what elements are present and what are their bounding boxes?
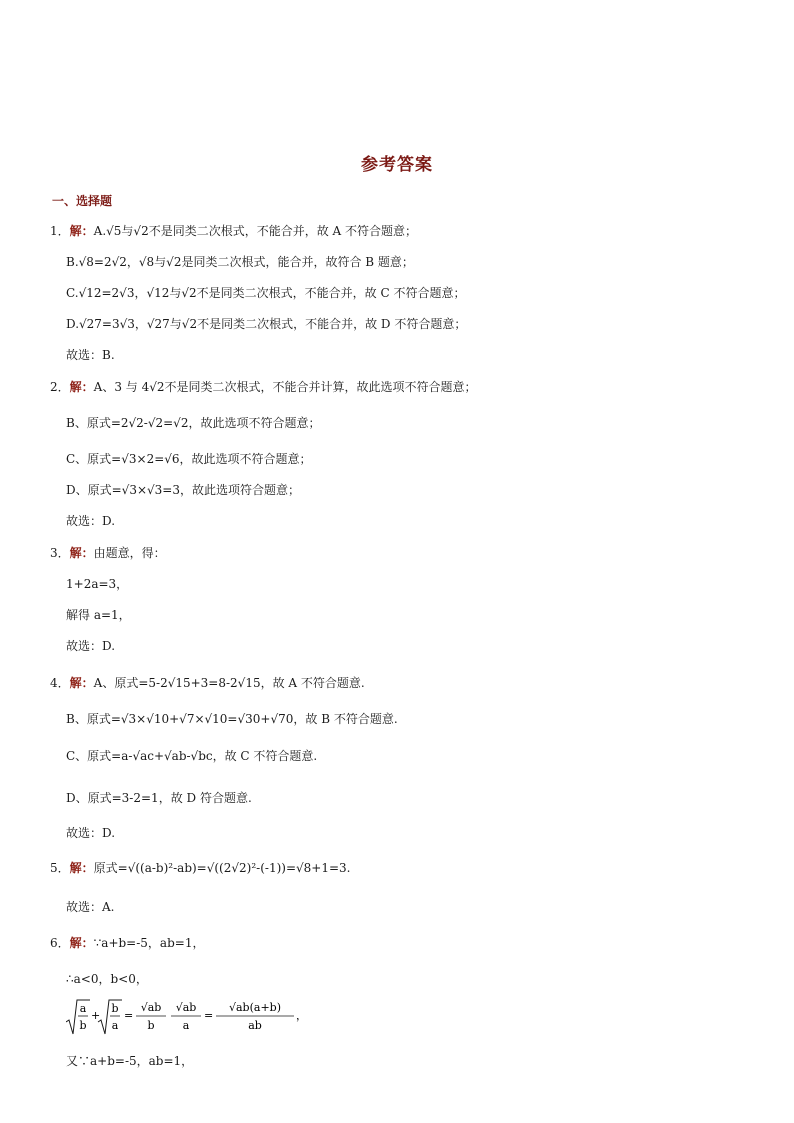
t1-den: b	[79, 1019, 87, 1032]
q1-number: 1．	[50, 224, 70, 238]
q1-line-c: C.√12=2√3，√12与√2不是同类二次根式，不能合并，故 C 不符合题意；	[66, 286, 466, 300]
q5-line-a: 原式=√((a-b)²-ab)=√((2√2)²-(-1))=√8+1=3.	[93, 861, 351, 875]
q2-answer: 故选：D.	[66, 514, 116, 528]
q6-number: 6．	[50, 936, 70, 950]
q2-line-a: A、3 与 4√2不是同类二次根式，不能合并计算，故此选项不符合题意；	[93, 380, 477, 394]
q4-line-a: A、原式=5-2√15+3=8-2√15，故 A 不符合题意.	[93, 676, 365, 690]
q6-line-c: 又∵a+b=-5，ab=1，	[66, 1054, 194, 1068]
q3-first-line	[50, 545, 166, 561]
q5-answer: 故选：A.	[66, 900, 115, 914]
equals-sign-1: =	[124, 1009, 134, 1022]
q5-first-line	[50, 860, 350, 876]
q5-number: 5．	[50, 861, 70, 875]
q4-line-c: C、原式=a-√ac+√ab-√bc，故 C 不符合题意.	[66, 749, 318, 763]
q1-line-a: A.√5与√2不是同类二次根式，不能合并，故 A 不符合题意；	[93, 224, 417, 238]
q2-line-c: C、原式=√3×2=√6，故此选项不符合题意；	[66, 452, 312, 466]
q2-line-b: B、原式=2√2-√2=√2，故此选项不符合题意；	[66, 416, 321, 430]
q3-line-c: 解得 a=1，	[66, 608, 131, 622]
q2-line-d: D、原式=√3×√3=3，故此选项符合题意；	[66, 483, 300, 497]
q1-line-b: B.√8=2√2，√8与√2是同类二次根式，能合并，故符合 B 题意；	[66, 255, 414, 269]
q6-line-b: ∴a<0，b<0，	[66, 972, 148, 986]
f2-num: √ab	[175, 1001, 197, 1014]
page-title: 参考答案	[361, 155, 433, 175]
q6-fraction-formula	[66, 998, 316, 1038]
q3-label: 解：	[69, 546, 94, 560]
q3-line-b: 1+2a=3，	[66, 577, 129, 591]
q4-line-d: D、原式=3-2=1，故 D 符合题意.	[66, 791, 252, 805]
q4-line-b: B、原式=√3×√10+√7×√10=√30+√70，故 B 不符合题意.	[66, 712, 398, 726]
f3-num: √ab(a+b)	[228, 1001, 282, 1014]
f2-den: a	[182, 1019, 190, 1032]
q4-number: 4．	[50, 676, 70, 690]
q2-number: 2．	[50, 380, 70, 394]
formula-tail: ，	[296, 1009, 307, 1022]
q5-label: 解：	[69, 861, 94, 875]
f1-den: b	[147, 1019, 155, 1032]
q4-label: 解：	[69, 676, 94, 690]
q4-answer: 故选：D.	[66, 826, 116, 840]
q1-answer: 故选：B.	[66, 348, 115, 362]
f3-den: ab	[248, 1019, 262, 1032]
equals-sign-2: =	[204, 1009, 214, 1022]
f1-num: √ab	[140, 1001, 162, 1014]
q2-label: 解：	[69, 380, 94, 394]
q6-line-a: ∵a+b=-5，ab=1，	[93, 936, 205, 950]
q3-line-a: 由题意，得：	[93, 546, 166, 560]
q1-line-d: D.√27=3√3，√27与√2不是同类二次根式，不能合并，故 D 不符合题意；	[66, 317, 467, 331]
plus-sign: +	[91, 1009, 101, 1022]
t2-den: a	[111, 1019, 119, 1032]
q6-first-line	[50, 935, 204, 951]
q3-number: 3．	[50, 546, 70, 560]
section-heading: 一、选择题	[52, 194, 113, 208]
q4-first-line	[50, 675, 365, 691]
q3-answer: 故选：D.	[66, 639, 116, 653]
t1-num: a	[79, 1002, 87, 1015]
q2-first-line	[50, 379, 477, 395]
t2-num: b	[111, 1002, 119, 1015]
q6-label: 解：	[69, 936, 94, 950]
q1-first-line	[50, 223, 417, 239]
q1-label: 解：	[69, 224, 94, 238]
